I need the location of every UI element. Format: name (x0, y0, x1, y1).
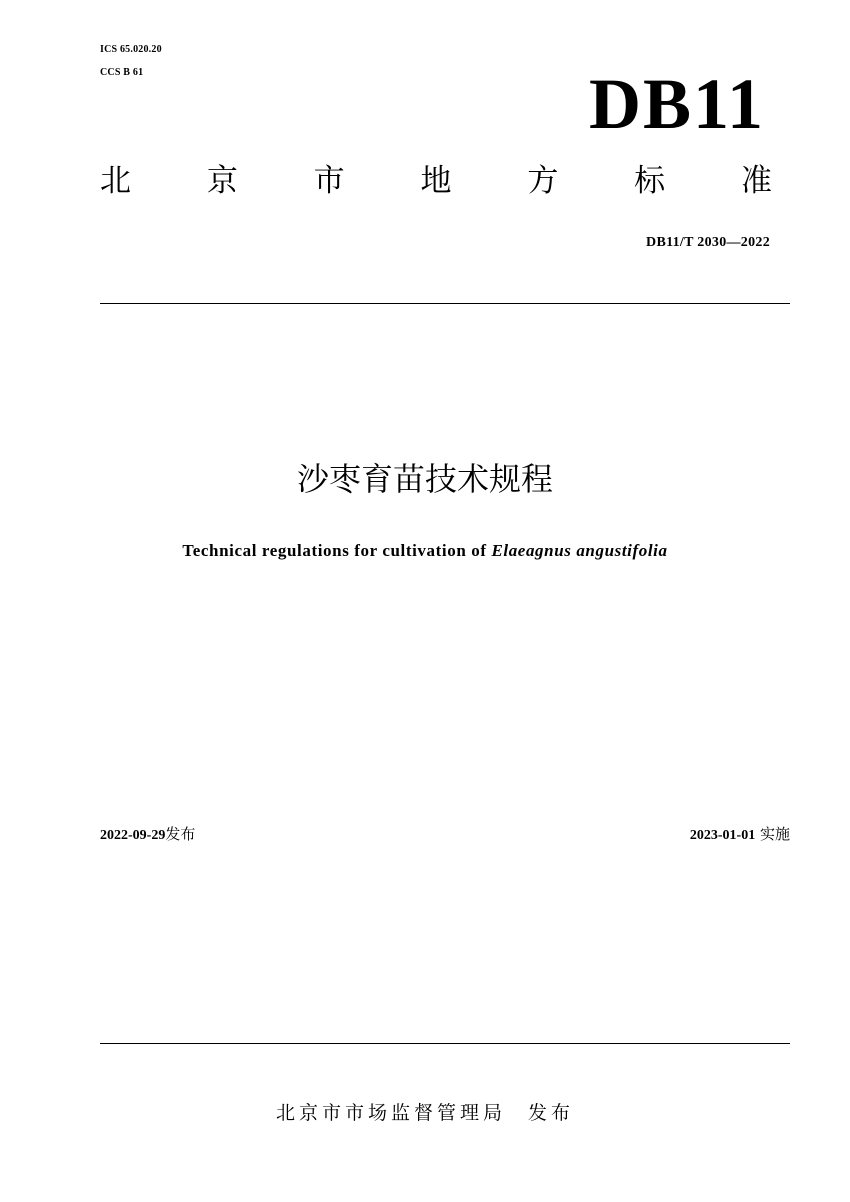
species-name: Elaeagnus angustifolia (491, 541, 668, 560)
standard-type-char: 市 (313, 163, 345, 199)
standard-type-char: 地 (420, 163, 452, 199)
title-en-prefix: Technical regulations for cultivation of (182, 541, 492, 560)
issue-label: 发布 (528, 1102, 575, 1124)
implement-label: 实施 (759, 825, 790, 843)
publish-date-value: 2022-09-29 (100, 828, 166, 843)
implement-date-value: 2023-01-01 (689, 828, 756, 843)
standard-type-char: 北 (100, 163, 131, 199)
bottom-divider (100, 1043, 790, 1044)
standard-type-char: 标 (634, 163, 666, 199)
ics-code: ICS 65.020.20 (100, 44, 162, 55)
implement-date (690, 823, 790, 844)
standard-type-char: 方 (527, 163, 559, 199)
publish-date (100, 823, 195, 844)
standard-type-title (100, 163, 772, 199)
top-divider (100, 303, 790, 304)
db11-logo: DB11 (588, 64, 765, 144)
standard-number: DB11/T 2030—2022 (646, 235, 770, 250)
standard-type-char: 准 (740, 163, 772, 199)
publish-label: 发布 (165, 825, 196, 843)
issuer-name: 北京市市场监督管理局 (275, 1102, 506, 1124)
standard-type-char: 京 (206, 163, 238, 199)
document-title-cn: 沙枣育苗技术规程 (296, 460, 553, 498)
ccs-code: CCS B 61 (100, 67, 144, 78)
document-title-en (0, 541, 850, 561)
issuer-line (0, 1098, 850, 1125)
